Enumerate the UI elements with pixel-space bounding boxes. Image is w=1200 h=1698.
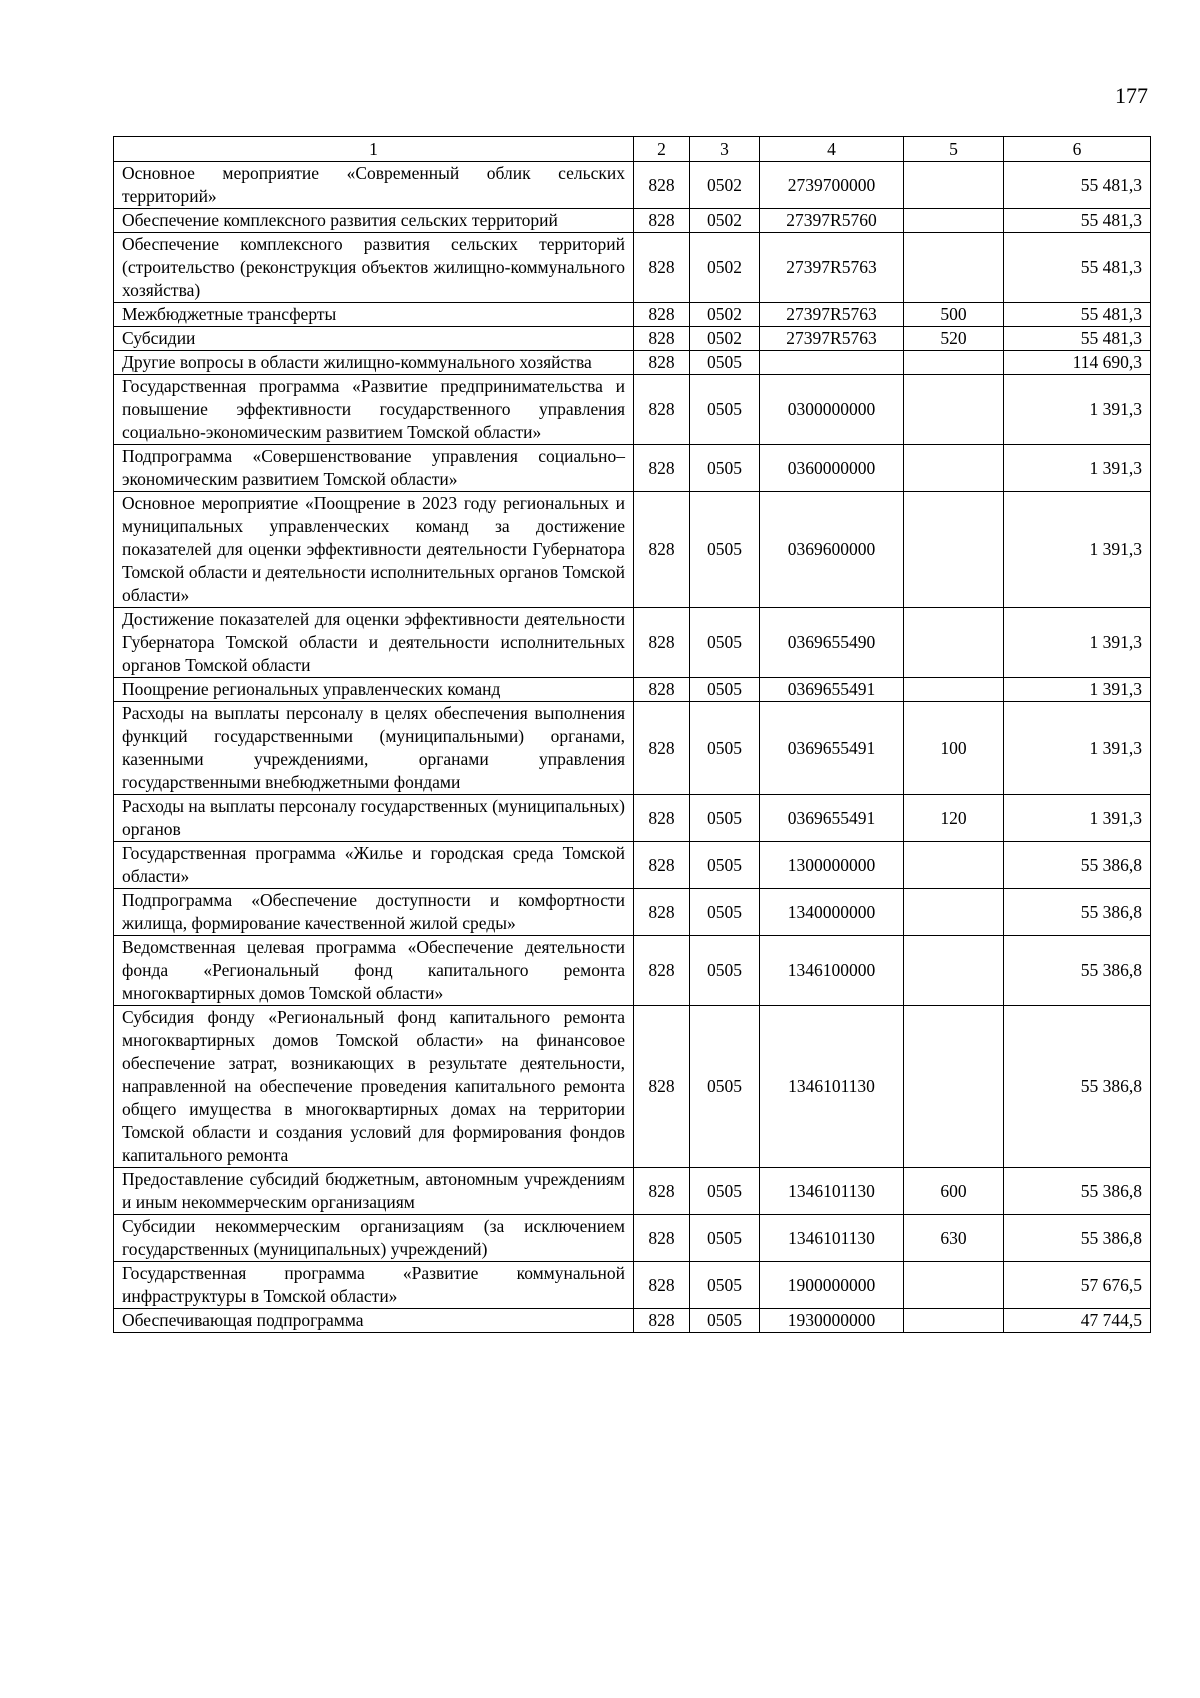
cell-sum: 57 676,5 [1004, 1262, 1151, 1309]
cell-sum: 55 386,8 [1004, 936, 1151, 1006]
cell-razdel: 0505 [690, 702, 760, 795]
cell-vr: 100 [904, 702, 1004, 795]
cell-vr: 600 [904, 1168, 1004, 1215]
cell-razdel: 0505 [690, 1215, 760, 1262]
table-row [114, 445, 1151, 492]
column-header-1: 1 [114, 137, 634, 162]
cell-vr [904, 1309, 1004, 1333]
cell-ved: 828 [634, 795, 690, 842]
cell-vr: 120 [904, 795, 1004, 842]
cell-vr [904, 889, 1004, 936]
cell-sum: 55 481,3 [1004, 209, 1151, 233]
cell-csr [760, 351, 904, 375]
cell-sum: 55 386,8 [1004, 842, 1151, 889]
cell-razdel: 0505 [690, 1309, 760, 1333]
table-row [114, 842, 1151, 889]
cell-ved: 828 [634, 303, 690, 327]
table-row [114, 795, 1151, 842]
table-row [114, 678, 1151, 702]
cell-sum: 1 391,3 [1004, 375, 1151, 445]
table-row [114, 375, 1151, 445]
cell-ved: 828 [634, 678, 690, 702]
cell-sum: 1 391,3 [1004, 445, 1151, 492]
cell-razdel: 0505 [690, 492, 760, 608]
cell-name: Государственная программа «Жилье и городская среда Томской области» [114, 842, 634, 889]
cell-vr [904, 162, 1004, 209]
cell-ved: 828 [634, 936, 690, 1006]
cell-name: Другие вопросы в области жилищно-коммунального хозяйства [114, 351, 634, 375]
cell-name: Достижение показателей для оценки эффективности деятельности Губернатора Томской области и деятельности исполнительных органов Томской области [114, 608, 634, 678]
cell-csr: 27397R5763 [760, 327, 904, 351]
cell-name: Обеспечение комплексного развития сельских территорий (строительство (реконструкция объектов жилищно-коммунального хозяйства) [114, 233, 634, 303]
cell-name: Субсидии некоммерческим организациям (за исключением государственных (муниципальных) учреждений) [114, 1215, 634, 1262]
table-row [114, 327, 1151, 351]
cell-csr: 27397R5763 [760, 303, 904, 327]
cell-csr: 1346101130 [760, 1006, 904, 1168]
cell-csr: 1346101130 [760, 1168, 904, 1215]
cell-csr: 27397R5760 [760, 209, 904, 233]
table-row [114, 1262, 1151, 1309]
budget-table [113, 136, 1151, 1333]
table-row [114, 1168, 1151, 1215]
cell-sum: 55 481,3 [1004, 303, 1151, 327]
cell-razdel: 0505 [690, 889, 760, 936]
cell-vr [904, 1262, 1004, 1309]
cell-razdel: 0505 [690, 678, 760, 702]
cell-sum: 114 690,3 [1004, 351, 1151, 375]
cell-vr [904, 492, 1004, 608]
cell-ved: 828 [634, 327, 690, 351]
cell-vr [904, 233, 1004, 303]
cell-name: Государственная программа «Развитие предпринимательства и повышение эффективности государственного управления социально-экономическим развитием Томской области» [114, 375, 634, 445]
cell-vr: 500 [904, 303, 1004, 327]
cell-ved: 828 [634, 1215, 690, 1262]
cell-ved: 828 [634, 233, 690, 303]
cell-vr [904, 351, 1004, 375]
cell-name: Обеспечивающая подпрограмма [114, 1309, 634, 1333]
cell-name: Обеспечение комплексного развития сельских территорий [114, 209, 634, 233]
cell-vr [904, 445, 1004, 492]
cell-ved: 828 [634, 1168, 690, 1215]
cell-ved: 828 [634, 702, 690, 795]
cell-sum: 55 481,3 [1004, 162, 1151, 209]
cell-sum: 55 481,3 [1004, 327, 1151, 351]
cell-name: Основное мероприятие «Современный облик сельских территорий» [114, 162, 634, 209]
cell-sum: 55 386,8 [1004, 1006, 1151, 1168]
cell-sum: 1 391,3 [1004, 702, 1151, 795]
cell-csr: 1346100000 [760, 936, 904, 1006]
cell-vr [904, 1006, 1004, 1168]
cell-vr [904, 842, 1004, 889]
cell-name: Государственная программа «Развитие коммунальной инфраструктуры в Томской области» [114, 1262, 634, 1309]
cell-sum: 55 386,8 [1004, 889, 1151, 936]
cell-name: Подпрограмма «Совершенствование управления социально–экономическим развитием Томской области» [114, 445, 634, 492]
cell-razdel: 0502 [690, 162, 760, 209]
table-row [114, 1006, 1151, 1168]
cell-name: Расходы на выплаты персоналу в целях обеспечения выполнения функций государственными (муниципальными) органами, казенными учреждениями, органами управления государственными внебюджетными фондами [114, 702, 634, 795]
table-header-row [114, 137, 1151, 162]
cell-razdel: 0505 [690, 936, 760, 1006]
column-header-2: 2 [634, 137, 690, 162]
cell-razdel: 0505 [690, 351, 760, 375]
cell-csr: 0369655491 [760, 795, 904, 842]
cell-razdel: 0505 [690, 375, 760, 445]
cell-vr [904, 375, 1004, 445]
cell-vr [904, 936, 1004, 1006]
cell-csr: 0369655491 [760, 702, 904, 795]
table-row [114, 1215, 1151, 1262]
cell-csr: 0300000000 [760, 375, 904, 445]
cell-vr: 520 [904, 327, 1004, 351]
cell-csr: 0369655490 [760, 608, 904, 678]
cell-ved: 828 [634, 375, 690, 445]
cell-sum: 1 391,3 [1004, 492, 1151, 608]
cell-ved: 828 [634, 351, 690, 375]
table-row [114, 303, 1151, 327]
cell-sum: 55 386,8 [1004, 1215, 1151, 1262]
cell-razdel: 0502 [690, 233, 760, 303]
table-body [114, 162, 1151, 1333]
cell-sum: 1 391,3 [1004, 678, 1151, 702]
cell-sum: 1 391,3 [1004, 608, 1151, 678]
cell-ved: 828 [634, 842, 690, 889]
table-row [114, 162, 1151, 209]
cell-ved: 828 [634, 608, 690, 678]
cell-name: Основное мероприятие «Поощрение в 2023 году региональных и муниципальных управленческих команд за достижение показателей для оценки эффективности деятельности Губернатора Томской области и деятельности исполнительных органов Томской области» [114, 492, 634, 608]
cell-csr: 0369600000 [760, 492, 904, 608]
column-header-4: 4 [760, 137, 904, 162]
cell-vr [904, 678, 1004, 702]
cell-csr: 2739700000 [760, 162, 904, 209]
cell-vr [904, 209, 1004, 233]
cell-name: Расходы на выплаты персоналу государственных (муниципальных) органов [114, 795, 634, 842]
table-row [114, 889, 1151, 936]
table-row [114, 233, 1151, 303]
cell-ved: 828 [634, 492, 690, 608]
cell-razdel: 0505 [690, 608, 760, 678]
page-number: 177 [1115, 83, 1148, 108]
cell-razdel: 0505 [690, 795, 760, 842]
cell-name: Межбюджетные трансферты [114, 303, 634, 327]
cell-ved: 828 [634, 889, 690, 936]
cell-csr: 0360000000 [760, 445, 904, 492]
cell-ved: 828 [634, 445, 690, 492]
table-row [114, 351, 1151, 375]
cell-name: Субсидии [114, 327, 634, 351]
cell-name: Поощрение региональных управленческих команд [114, 678, 634, 702]
cell-sum: 55 481,3 [1004, 233, 1151, 303]
cell-razdel: 0502 [690, 303, 760, 327]
cell-ved: 828 [634, 1006, 690, 1168]
cell-sum: 47 744,5 [1004, 1309, 1151, 1333]
cell-razdel: 0505 [690, 1168, 760, 1215]
cell-sum: 55 386,8 [1004, 1168, 1151, 1215]
cell-ved: 828 [634, 1262, 690, 1309]
cell-csr: 1930000000 [760, 1309, 904, 1333]
cell-razdel: 0502 [690, 209, 760, 233]
cell-name: Предоставление субсидий бюджетным, автономным учреждениям и иным некоммерческим организациям [114, 1168, 634, 1215]
cell-name: Субсидия фонду «Региональный фонд капитального ремонта многоквартирных домов Томской области» на финансовое обеспечение затрат, возникающих в результате деятельности, направленной на обеспечение проведения капитального ремонта общего имущества в многоквартирных домах на территории Томской области и создания условий для формирования фондов капитального ремонта [114, 1006, 634, 1168]
cell-sum: 1 391,3 [1004, 795, 1151, 842]
cell-csr: 0369655491 [760, 678, 904, 702]
cell-razdel: 0502 [690, 327, 760, 351]
cell-ved: 828 [634, 209, 690, 233]
cell-razdel: 0505 [690, 1262, 760, 1309]
table-row [114, 936, 1151, 1006]
cell-csr: 1900000000 [760, 1262, 904, 1309]
cell-ved: 828 [634, 162, 690, 209]
column-header-5: 5 [904, 137, 1004, 162]
cell-name: Ведомственная целевая программа «Обеспечение деятельности фонда «Региональный фонд капитального ремонта многоквартирных домов Томской области» [114, 936, 634, 1006]
cell-csr: 1346101130 [760, 1215, 904, 1262]
cell-vr: 630 [904, 1215, 1004, 1262]
cell-razdel: 0505 [690, 1006, 760, 1168]
table-row [114, 492, 1151, 608]
cell-csr: 27397R5763 [760, 233, 904, 303]
table-row [114, 209, 1151, 233]
cell-ved: 828 [634, 1309, 690, 1333]
table-row [114, 702, 1151, 795]
column-header-6: 6 [1004, 137, 1151, 162]
cell-razdel: 0505 [690, 842, 760, 889]
cell-name: Подпрограмма «Обеспечение доступности и комфортности жилища, формирование качественной жилой среды» [114, 889, 634, 936]
column-header-3: 3 [690, 137, 760, 162]
cell-csr: 1300000000 [760, 842, 904, 889]
table-row [114, 1309, 1151, 1333]
table-row [114, 608, 1151, 678]
cell-razdel: 0505 [690, 445, 760, 492]
cell-vr [904, 608, 1004, 678]
cell-csr: 1340000000 [760, 889, 904, 936]
